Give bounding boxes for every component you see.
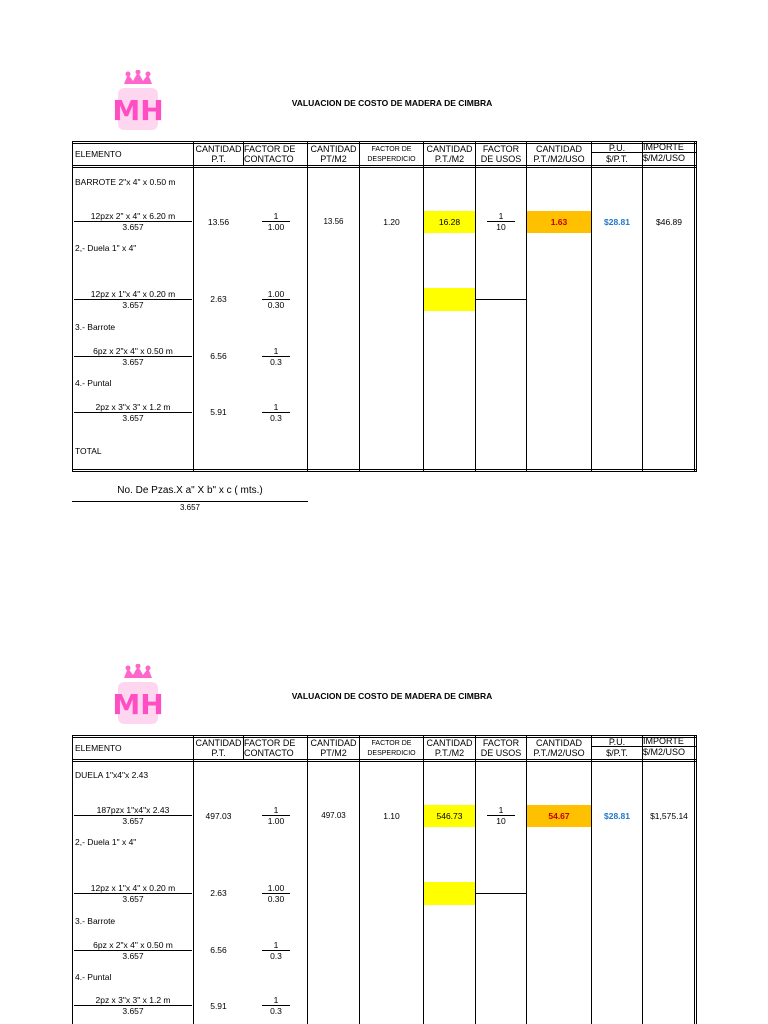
header-cantidad-uso: CANTIDAD P.T./M2/USO: [533, 738, 585, 758]
header-cantidad-ptm2: CANTIDAD PT/M2: [310, 738, 357, 758]
factor-contacto: $\frac{1}{0.3}$: [262, 940, 290, 961]
cantidad-pt: 13.56: [207, 217, 230, 227]
row-label: BARROTE 2"x 4" x 0.50 m: [75, 177, 176, 187]
factor-contacto: $\frac{1.00}{0.30}$: [262, 883, 290, 904]
header-cantidad-ptm2: CANTIDAD PT/M2: [310, 144, 357, 164]
factor-contacto: $\frac{1}{0.3}$: [262, 995, 290, 1016]
row-formula: 12pzx 2" x 4" x 6.20 m 3.657: [74, 211, 192, 232]
total-label: TOTAL: [75, 446, 102, 456]
footnote-divisor: 3.657: [179, 503, 201, 512]
factor-usos: $\frac{1}{10}$: [487, 805, 515, 826]
factor-contacto: $\frac{1}{0.3}$: [262, 346, 290, 367]
factor-contacto: $\frac{1}{1.00}$: [262, 211, 290, 232]
cantidad-ptm2: 497.03: [321, 811, 346, 820]
importe: $46.89: [656, 217, 682, 227]
row-label: 4.- Puntal: [75, 972, 112, 982]
mh-logo: [112, 664, 164, 726]
factor-contacto: $\frac{1}{1.00}$: [262, 805, 290, 826]
row-label: DUELA 1"x4"x 2.43: [75, 770, 149, 780]
cantidad-uso: 1.63: [527, 211, 591, 233]
header-factor-desperdicio: FACTOR DE DESPERDICIO: [367, 146, 416, 163]
logo-text: MH: [112, 94, 164, 127]
header-cantidad-uso: CANTIDAD P.T./M2/USO: [533, 144, 585, 164]
row-formula: $\frac{\text{12pz x 1"x 4" x 0.20 m}}{3.657}$: [74, 289, 192, 310]
logo-text: MH: [112, 688, 164, 721]
mh-logo: [112, 70, 164, 132]
header-importe: IMPORTE $/M2/USO: [643, 736, 686, 757]
cantidad-ptm2b: 546.73: [424, 805, 475, 827]
row-formula: $\frac{\text{2pz x 3"x 3" x 1.2 m}}{3.657}$: [74, 995, 192, 1016]
cantidad-pt: 5.91: [210, 1001, 227, 1011]
header-elemento: ELEMENTO: [75, 743, 122, 753]
cantidad-pt: 497.03: [205, 811, 232, 821]
header-factor-usos: FACTOR DE USOS: [480, 144, 522, 164]
factor-contacto: $\frac{1.00}{0.30}$: [262, 289, 290, 310]
page-title: VALUACION DE COSTO DE MADERA DE CIMBRA: [291, 98, 493, 108]
header-factor-usos: FACTOR DE USOS: [480, 738, 522, 758]
header-cantidad-ptm2b: CANTIDAD P.T./M2: [426, 144, 473, 164]
row-label: 3.- Barrote: [75, 916, 116, 926]
cantidad-ptm2: 13.56: [323, 217, 344, 226]
row-label: 2,- Duela 1" x 4": [75, 837, 137, 847]
footnote-formula: No. De Pzas.X a" X b" x c ( mts.): [117, 485, 263, 496]
factor-contacto: $\frac{1}{0.3}$: [262, 402, 290, 423]
precio-unitario: $28.81: [604, 217, 630, 227]
header-cantidad-pt: CANTIDAD P.T.: [195, 144, 242, 164]
cantidad-pt: 6.56: [210, 945, 227, 955]
header-factor-desperdicio: FACTOR DE DESPERDICIO: [367, 740, 416, 757]
header-pu: P.U. $/P.T.: [606, 143, 628, 164]
row-formula: $\frac{\text{2pz x 3"x 3" x 1.2 m}}{3.657}$: [74, 402, 192, 423]
cantidad-uso: 54.67: [527, 805, 591, 827]
header-elemento: ELEMENTO: [75, 149, 122, 159]
row-label: 4.- Puntal: [75, 378, 112, 388]
row-formula: $\frac{\text{12pz x 1"x 4" x 0.20 m}}{3.657}$: [74, 883, 192, 904]
highlight-cell: [424, 882, 475, 905]
factor-usos: $\frac{1}{10}$: [487, 211, 515, 232]
desperdicio: 1.10: [383, 811, 400, 821]
cantidad-ptm2b: 16.28: [424, 211, 475, 233]
row-formula: $\frac{\text{6pz x 2"x 4" x 0.50 m}}{3.657}$: [74, 346, 192, 367]
row-label: 3.- Barrote: [75, 322, 116, 332]
desperdicio: 1.20: [383, 217, 400, 227]
row-formula: $\frac{\text{6pz x 2"x 4" x 0.50 m}}{3.657}$: [74, 940, 192, 961]
precio-unitario: $28.81: [604, 811, 630, 821]
cantidad-pt: 5.91: [210, 407, 227, 417]
header-importe: IMPORTE $/M2/USO: [643, 142, 686, 163]
header-cantidad-ptm2b: CANTIDAD P.T./M2: [426, 738, 473, 758]
header-factor-contacto: FACTOR DE CONTACTO: [244, 144, 296, 164]
header-pu: P.U. $/P.T.: [606, 737, 628, 758]
header-cantidad-pt: CANTIDAD P.T.: [195, 738, 242, 758]
page-title: VALUACION DE COSTO DE MADERA DE CIMBRA: [291, 691, 493, 701]
cantidad-pt: 6.56: [210, 351, 227, 361]
row-label: 2,- Duela 1" x 4": [75, 243, 137, 253]
highlight-cell: [424, 288, 475, 311]
row-formula: 187pzx 1"x4"x 2.43 3.657: [74, 805, 192, 826]
header-factor-contacto: FACTOR DE CONTACTO: [244, 738, 296, 758]
importe: $1,575.14: [650, 811, 688, 821]
cantidad-pt: 2.63: [210, 888, 227, 898]
cantidad-pt: 2.63: [210, 294, 227, 304]
